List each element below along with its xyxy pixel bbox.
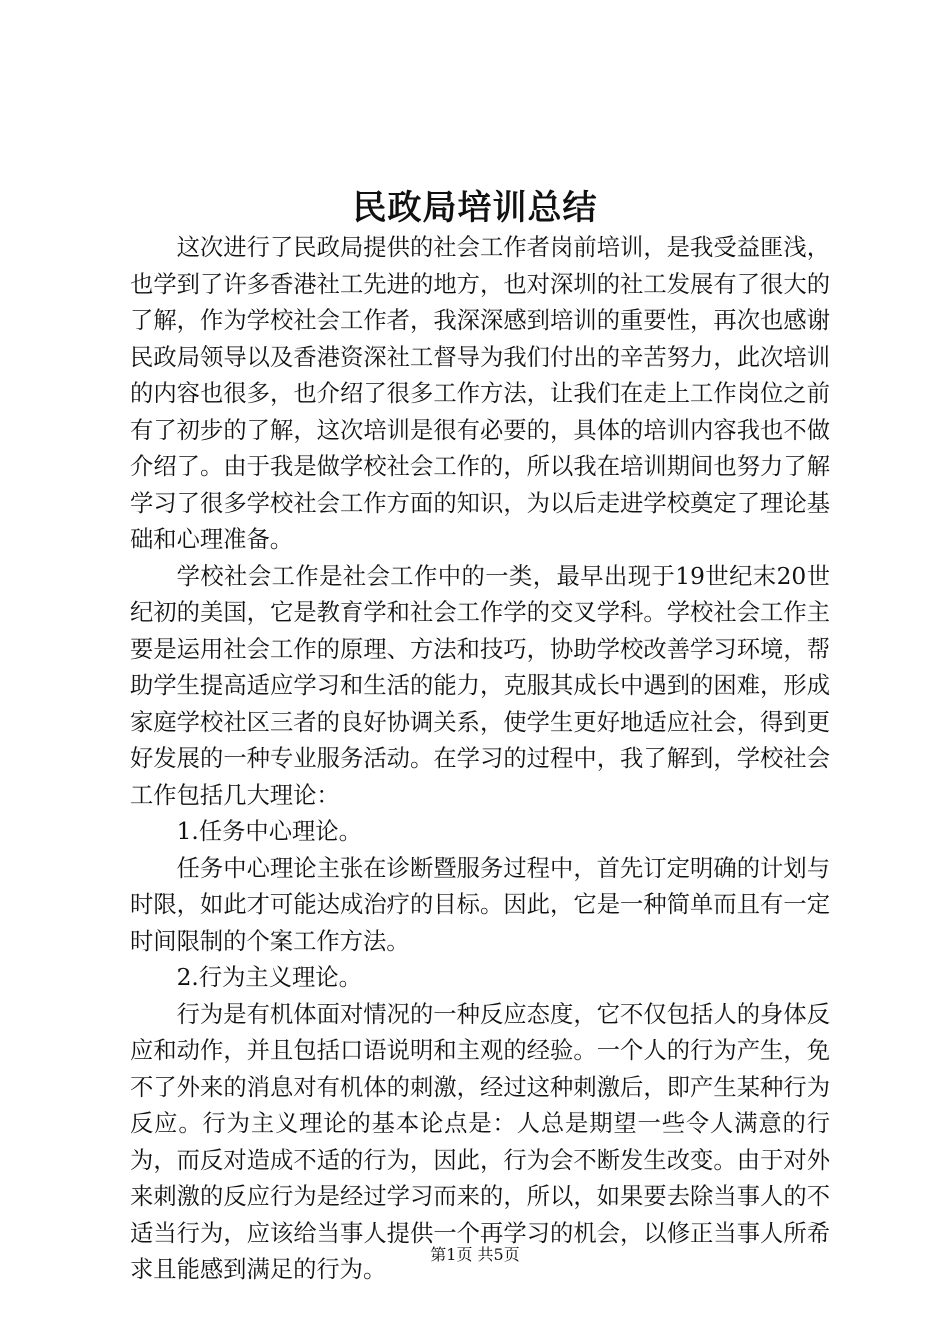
heading-behaviorism-theory: 2.行为主义理论。 <box>176 964 362 991</box>
document-body <box>130 230 830 1289</box>
paragraph-task-centered-theory: 任务中心理论主张在诊断暨服务过程中，首先订定明确的计划与时限，如此才可能达成治疗的目标。因此，它是一种简单而且有一定时间限制的个案工作方法。 <box>130 854 830 955</box>
paragraph-behaviorism-theory: 行为是有机体面对情况的一种反应态度，它不仅包括人的身体反应和动作，并且包括口语说明和主观的经验。一个人的行为产生，免不了外来的消息对有机体的刺激，经过这种刺激后，即产生某种行为反应。行为主义理论的基本论点是：人总是期望一些令人满意的行为，而反对造成不适的行为，因此，行为会不断发生改变。由于对外来刺激的反应行为是经过学习而来的，所以，如果要去除当事人的不适当行为，应该给当事人提供一个再学习的机会，以修正当事人所希求且能感到满足的行为。 <box>130 1000 830 1283</box>
document-title: 民政局培训总结 <box>352 188 598 228</box>
page-footer: 第1页 共5页 <box>430 1245 520 1264</box>
paragraph-school-social-work: 学校社会工作是社会工作中的一类，最早出现于19世纪末20世纪初的美国，它是教育学和社会工作学的交叉学科。学校社会工作主要是运用社会工作的原理、方法和技巧，协助学校改善学习环境，帮助学生提高适应学习和生活的能力，克服其成长中遇到的困难，形成家庭学校社区三者的良好协调关系，使学生更好地适应社会，得到更好发展的一种专业服务活动。在学习的过程中，我了解到，学校社会工作包括几大理论： <box>130 562 830 809</box>
paragraph-intro: 这次进行了民政局提供的社会工作者岗前培训，是我受益匪浅，也学到了许多香港社工先进的地方，也对深圳的社工发展有了很大的了解，作为学校社会工作者，我深深感到培训的重要性，再次也感谢民政局领导以及香港资深社工督导为我们付出的辛苦努力，此次培训的内容也很多，也介绍了很多工作方法，让我们在走上工作岗位之前有了初步的了解，这次培训是很有必要的，具体的培训内容我也不做介绍了。由于我是做学校社会工作的，所以我在培训期间也努力了解学习了很多学校社会工作方面的知识，为以后走进学校奠定了理论基础和心理准备。 <box>130 234 830 553</box>
heading-task-centered-theory: 1.任务中心理论。 <box>176 818 362 845</box>
